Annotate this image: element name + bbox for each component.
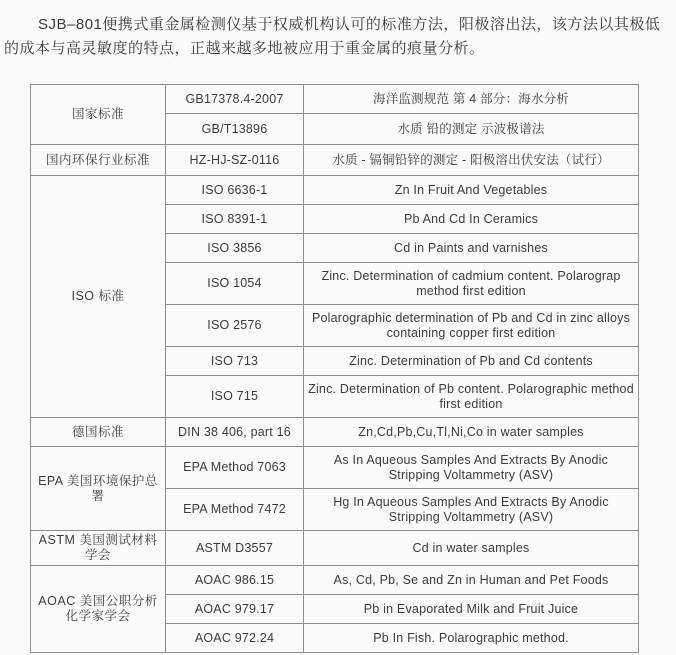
table-row — [31, 85, 639, 114]
standard-code-cell: ISO 6636-1 — [166, 176, 304, 205]
standard-desc-cell: Zinc. Determination of Pb and Cd contents — [304, 347, 639, 376]
standard-code-cell: HZ-HJ-SZ-0116 — [166, 145, 304, 176]
standard-code-cell: ISO 2576 — [166, 305, 304, 347]
category-cell: 国家标准 — [31, 85, 166, 145]
standard-desc-cell: Pb In Fish. Polarographic method. — [304, 624, 639, 653]
standard-desc-cell: Zinc. Determination of Pb content. Polarographic method first edition — [304, 376, 639, 418]
standard-code-cell: EPA Method 7063 — [166, 447, 304, 489]
standard-desc-cell: Zn In Fruit And Vegetables — [304, 176, 639, 205]
standard-code-cell: AOAC 972.24 — [166, 624, 304, 653]
standard-desc-cell: Zn,Cd,Pb,Cu,Tl,Ni,Co in water samples — [304, 418, 639, 447]
standard-code-cell: ISO 1054 — [166, 263, 304, 305]
standard-desc-cell: Polarographic determination of Pb and Cd in zinc alloys containing copper first edition — [304, 305, 639, 347]
category-cell: ISO 标准 — [31, 176, 166, 418]
standard-code-cell: ISO 8391-1 — [166, 205, 304, 234]
standard-desc-cell: Pb in Evaporated Milk and Fruit Juice — [304, 595, 639, 624]
standard-code-cell: ISO 3856 — [166, 234, 304, 263]
standard-code-cell: EPA Method 7472 — [166, 489, 304, 531]
category-cell: 国内环保行业标准 — [31, 145, 166, 176]
table-row — [31, 418, 639, 447]
standard-desc-cell: As, Cd, Pb, Se and Zn in Human and Pet Foods — [304, 566, 639, 595]
table-row — [31, 566, 639, 595]
standard-code-cell: GB/T13896 — [166, 114, 304, 145]
standard-code-cell: GB17378.4-2007 — [166, 85, 304, 114]
intro-paragraph: SJB–801便携式重金属检测仪基于权威机构认可的标准方法，阳极溶出法，该方法以其极低的成本与高灵敏度的特点，正越来越多地被应用于重金属的痕量分析。 — [4, 16, 661, 57]
table-row — [31, 531, 639, 566]
table-row — [31, 176, 639, 205]
standard-desc-cell: 水质 铅的测定 示波极谱法 — [304, 114, 639, 145]
standard-desc-cell: Cd in water samples — [304, 531, 639, 566]
standard-code-cell: ISO 713 — [166, 347, 304, 376]
category-cell: ASTM 美国测试材料学会 — [31, 531, 166, 566]
standards-table — [30, 84, 639, 653]
standard-desc-cell: Zinc. Determination of cadmium content. Polarograp method first edition — [304, 263, 639, 305]
table-row — [31, 145, 639, 176]
standard-code-cell: ASTM D3557 — [166, 531, 304, 566]
category-cell: 德国标准 — [31, 418, 166, 447]
standard-code-cell: DIN 38 406, part 16 — [166, 418, 304, 447]
table-row — [31, 447, 639, 489]
standard-desc-cell: As In Aqueous Samples And Extracts By Anodic Stripping Voltammetry (ASV) — [304, 447, 639, 489]
standard-code-cell: AOAC 979.17 — [166, 595, 304, 624]
standard-desc-cell: 水质 - 镉铜铅锌的测定 - 阳极溶出伏安法（试行） — [304, 145, 639, 176]
standard-code-cell: ISO 715 — [166, 376, 304, 418]
category-cell: AOAC 美国公职分析化学家学会 — [31, 566, 166, 653]
standard-desc-cell: Cd in Paints and varnishes — [304, 234, 639, 263]
standard-desc-cell: Hg In Aqueous Samples And Extracts By Anodic Stripping Voltammetry (ASV) — [304, 489, 639, 531]
standard-desc-cell: 海洋监测规范 第 4 部分：海水分析 — [304, 85, 639, 114]
standard-code-cell: AOAC 986.15 — [166, 566, 304, 595]
standard-desc-cell: Pb And Cd In Ceramics — [304, 205, 639, 234]
category-cell: EPA 美国环境保护总署 — [31, 447, 166, 531]
